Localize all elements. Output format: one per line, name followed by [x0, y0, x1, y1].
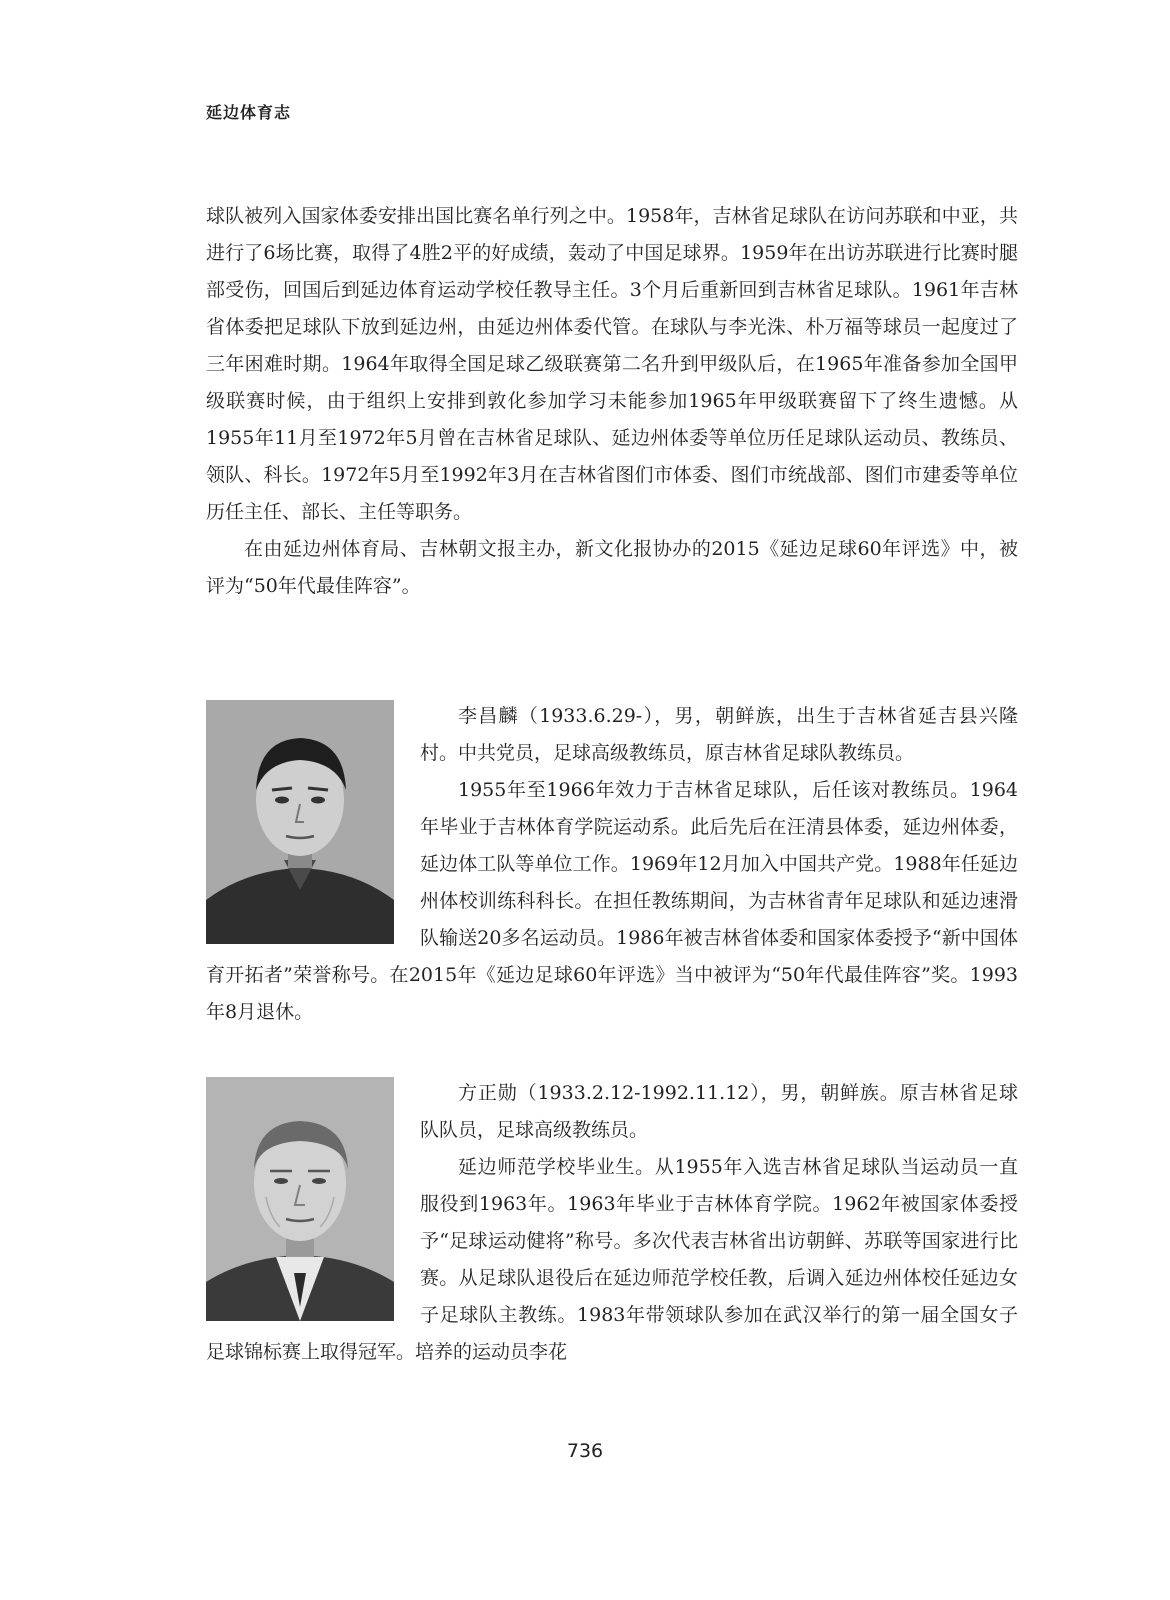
bio-li-changlin-paragraph-2: 1955年至1966年效力于吉林省足球队，后任该对教练员。1964年毕业于吉林体育学院运动系。此后先后在汪清县体委，延边州体委，延边体工队等单位工作。1969年12月加入中国共产党。1988年任延边州体校训练科科长。在担任教练期间，为吉林省青年足球队和延边速滑队输送20多名运动员。1986年被吉林省体委和国家体委授予“新中国体育开拓者”荣誉称号。在2015年《延边足球60年评选》当中被评为“50年代最佳阵容”奖。1993年8月退休。 [206, 779, 1018, 1023]
biography-li-changlin [206, 698, 1018, 1031]
page-number: 736 [566, 1440, 604, 1462]
bio-fang-zhengxun-paragraph-2: 延边师范学校毕业生。从1955年入选吉林省足球队当运动员一直服役到1963年。1963年毕业于吉林体育学院。1962年被国家体委授予“足球运动健将”称号。多次代表吉林省出访朝鲜、苏联等国家进行比赛。从足球队退役后在延边师范学校任教，后调入延边州体校任延边女子足球队主教练。1983年带领球队参加在武汉举行的第一届全国女子足球锦标赛上取得冠军。培养的运动员李花 [206, 1156, 1018, 1363]
bio-li-changlin-paragraph-1: 李昌麟（1933.6.29-），男，朝鲜族，出生于吉林省延吉县兴隆村。中共党员，足球高级教练员，原吉林省足球队教练员。 [420, 705, 1018, 764]
intro-paragraph-1: 球队被列入国家体委安排出国比赛名单行列之中。1958年，吉林省足球队在访问苏联和中亚，共进行了6场比赛，取得了4胜2平的好成绩，轰动了中国足球界。1959年在出访苏联进行比赛时腿部受伤，回国后到延边体育运动学校任教导主任。3个月后重新回到吉林省足球队。1961年吉林省体委把足球队下放到延边州，由延边州体委代管。在球队与李光洙、朴万福等球员一起度过了三年困难时期。1964年取得全国足球乙级联赛第二名升到甲级队后，在1965年准备参加全国甲级联赛时候，由于组织上安排到敦化参加学习未能参加1965年甲级联赛留下了终生遗憾。从1955年11月至1972年5月曾在吉林省足球队、延边州体委等单位历任足球队运动员、教练员、领队、科长。1972年5月至1992年3月在吉林省图们市体委、图们市统战部、图们市建委等单位历任主任、部长、主任等职务。 [206, 205, 1018, 523]
intro-paragraph-2: 在由延边州体育局、吉林朝文报主办，新文化报协办的2015《延边足球60年评选》中，被评为“50年代最佳阵容”。 [206, 538, 1018, 597]
bio-fang-zhengxun-paragraph-1: 方正勋（1933.2.12-1992.11.12），男，朝鲜族。原吉林省足球队队员，足球高级教练员。 [420, 1082, 1018, 1141]
intro-text [206, 198, 1018, 605]
running-head-title: 延边体育志 [206, 103, 292, 122]
biography-fang-zhengxun [206, 1075, 1018, 1371]
portrait-fang-zhengxun-illustration [206, 1077, 394, 1321]
portrait-photo-fang-zhengxun [206, 1077, 394, 1321]
portrait-li-changlin-illustration [206, 700, 394, 944]
portrait-photo-li-changlin [206, 700, 394, 944]
